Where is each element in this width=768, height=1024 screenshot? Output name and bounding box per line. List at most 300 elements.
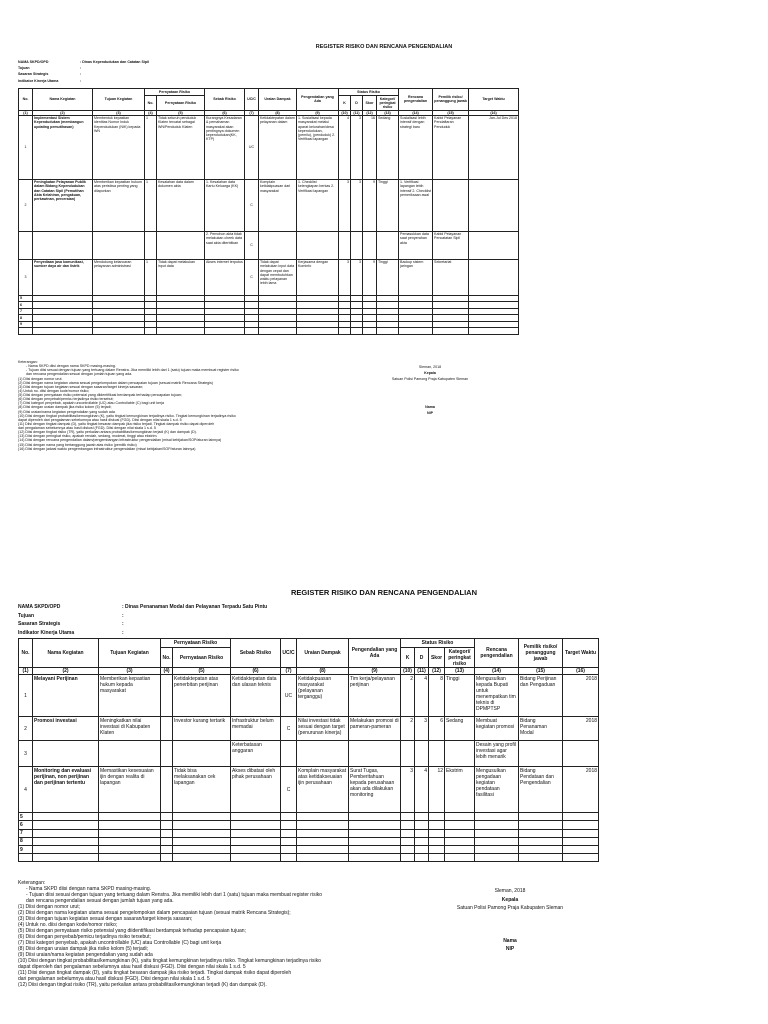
column-number-row (19, 668, 599, 675)
column-number: (3) (99, 668, 161, 675)
table-row (19, 829, 599, 837)
cell-tujuan (99, 837, 161, 845)
column-number: (8) (259, 110, 297, 115)
cell-pengendalian (349, 813, 401, 821)
cell-kategori: Tinggi (445, 675, 475, 717)
table-row (19, 675, 599, 717)
col-d: D (415, 648, 429, 668)
cell-kegiatan (33, 231, 93, 259)
document-meta (18, 604, 267, 638)
column-number: (4) (161, 668, 173, 675)
note-line: (8) Diisi dengan uraian dampak jika risiko kolom (5) terjadi; (18, 405, 112, 410)
cell-k: 2 (401, 675, 415, 717)
cell-no2 (161, 813, 173, 821)
cell-kategori (445, 837, 475, 845)
cell-target: 2018 (563, 675, 599, 717)
cell-kegiatan: Implementasi Sistem Kependudukan (membangun updating pemutihasan) (33, 115, 93, 179)
table-row (19, 179, 519, 231)
cell-target (563, 821, 599, 829)
column-number: (2) (33, 668, 99, 675)
cell-kegiatan: Penyediaan jasa komunikasi, sumber daya air dan listrik (33, 259, 93, 295)
cell-dampak (297, 821, 349, 829)
note-line: (9) Diisi uraian/nama kegiatan pengendalian yang sudah ada (18, 409, 115, 414)
signer-org: Satuan Polisi Pamong Praja Kabupaten Sleman (456, 905, 564, 911)
column-number: (16) (563, 668, 599, 675)
meta-row: Tujuan : (18, 612, 124, 619)
col-no: No. (19, 639, 33, 668)
cell-k (401, 821, 415, 829)
meta-row: Indikator Kinerja Utama : (18, 629, 124, 636)
cell-dampak: Nilai investasi tidak sesuai dengan target (penurunan kinerja) (297, 717, 349, 741)
column-number: (8) (297, 668, 349, 675)
cell-rencana: Pemasukkan data saat penyerahan akta (399, 231, 433, 259)
cell-kegiatan: Promosi investasi (33, 717, 99, 741)
column-number: (7) (281, 668, 297, 675)
cell-skor (429, 821, 445, 829)
column-number: (15) (433, 110, 469, 115)
cell-kategori: Tinggi (377, 179, 399, 231)
cell-tujuan (99, 829, 161, 837)
cell-ucc (281, 821, 297, 829)
note-line: - Nama SKPD diisi dengan nama SKPD masing-masing. (26, 364, 116, 369)
cell-rencana: Membuat kegiatan promosi (475, 717, 519, 741)
cell-pernyataan (173, 741, 231, 767)
column-number: (13) (377, 110, 399, 115)
meta-row: Tujuan : (18, 66, 82, 71)
cell-sebab (231, 821, 281, 829)
col-target: Target Waktu (563, 639, 599, 668)
cell-kegiatan (33, 813, 99, 821)
table-row (19, 717, 599, 741)
cell-tujuan (99, 813, 161, 821)
table-row (19, 821, 599, 829)
cell-target: 2018 (563, 767, 599, 813)
cell-skor (429, 741, 445, 767)
cell-dampak: Ketidakpuasan masyarakat (pelayanan terganggu) (297, 675, 349, 717)
note-line: (3) Diisi dengan tujuan kegiatan sesuai dengan sasaran/target kinerja sasaran; (18, 384, 144, 389)
cell-ucc: C (245, 231, 259, 259)
column-number: (1) (19, 668, 33, 675)
column-number: (6) (231, 668, 281, 675)
cell-pengendalian: 1. Checklist kelengkapan berkas 2. Verifikasi lapangan (297, 179, 339, 231)
cell-sebab: 1. Kesalahan data Kartu Keluarga (KK) (205, 179, 245, 231)
col-k: K (339, 96, 351, 111)
cell-sebab: Kurangnya Kesadaran & pemahaman masyarakat akan pentingnya dokumen kependudukan(KK, KTP) (205, 115, 245, 179)
cell-dampak: Tidak dapat melakukan input data dengan cepat dan dapat membutuhkan waktu pelayanan lebih lama (259, 259, 297, 295)
note-line: (3) Diisi dengan tujuan kegiatan sesuai dengan sasaran/target kinerja sasaran; (18, 916, 193, 922)
cell-ucc: UC (281, 675, 297, 717)
table-row (19, 837, 599, 845)
column-number: (2) (33, 110, 93, 115)
cell-target (469, 259, 519, 295)
cell-target (563, 741, 599, 767)
cell-pernyataan (173, 821, 231, 829)
note-line: (10) Diisi dengan tingkat probabilitas/kemungkinan (K), yaitu tingkat kemungkinan terjadinya risiko. Tingkat kemungkinan terjadinya risiko (18, 413, 236, 418)
cell-d: 3 (351, 115, 363, 179)
cell-tujuan: Meningkatkan nilai investasi di Kabupaten Klaten (99, 717, 161, 741)
col-skor: Skor (363, 96, 377, 111)
cell-pengendalian: Tim kerja/pelayanan perijinan (349, 675, 401, 717)
table-row (19, 328, 519, 335)
cell-ucc: C (245, 259, 259, 295)
cell-tujuan (99, 821, 161, 829)
column-number: (7) (245, 110, 259, 115)
column-number: (11) (351, 110, 363, 115)
cell-k: 2 (401, 717, 415, 741)
cell-no: 9 (19, 321, 33, 328)
cell-no: 3 (19, 741, 33, 767)
cell-no2 (161, 821, 173, 829)
table-row (19, 231, 519, 259)
cell-pernyataan: Investor kurang tertarik (173, 717, 231, 741)
cell-no: 5 (19, 295, 33, 302)
cell-pemilik: Kabid Pelayanan Pendaftaran Penduduk (433, 115, 469, 179)
cell-no: 3 (19, 259, 33, 295)
column-number: (9) (297, 110, 339, 115)
cell-tujuan: Memberikan kepastian hukum kepada masyarakat (99, 675, 161, 717)
cell-sebab (231, 813, 281, 821)
risk-register-table (18, 638, 599, 862)
cell-sebab (231, 845, 281, 853)
signature-block (370, 365, 490, 417)
cell-dampak (297, 837, 349, 845)
cell-skor (363, 231, 377, 259)
cell-sebab: Infrastruktur belum memadai (231, 717, 281, 741)
cell-kategori: Ekstrim (445, 767, 475, 813)
note-line: - Tujuan diisi sesuai dengan tujuan yang tertuang dalam Renstra. Jika memiliki lebih dari 1 (satu) tujuan maka membuat register risiko (26, 368, 239, 373)
col-pemilik: Pemilik risiko/ penanggung jawab (519, 639, 563, 668)
cell-no: 2 (19, 717, 33, 741)
cell-pemilik (433, 179, 469, 231)
cell-skor: 9 (363, 259, 377, 295)
cell-pengendalian: Kerjasama dengan Kominfo (297, 259, 339, 295)
col-target: Target Waktu (469, 89, 519, 111)
cell-rencana (475, 829, 519, 837)
cell-ucc: C (281, 767, 297, 813)
page-title: REGISTER RISIKO DAN RENCANA PENGENDALIAN (315, 44, 453, 50)
cell-dampak: Ketidaktepatan dalam pelayanan dalam (259, 115, 297, 179)
note-line: Keterangan: (18, 360, 38, 364)
cell-d: 3 (415, 717, 429, 741)
col-dampak: Uraian Dampak (297, 639, 349, 668)
cell-no: 5 (19, 813, 33, 821)
cell-no2 (161, 767, 173, 813)
cell-k (401, 829, 415, 837)
column-number: (12) (429, 668, 445, 675)
signer-name: Nama (503, 937, 517, 944)
cell-d: 3 (351, 179, 363, 231)
cell-ucc (281, 845, 297, 853)
cell-kegiatan (33, 829, 99, 837)
cell-pemilik: Sekretariat (433, 259, 469, 295)
cell-target (563, 837, 599, 845)
cell-pengendalian (349, 845, 401, 853)
cell-d (415, 821, 429, 829)
note-line: (11) Diisi dengan tingkat dampak (D), yaitu tingkat besaran dampak jika risiko terjadi. Tingkat dampak risiko dapat diperoleh (18, 421, 215, 426)
cell-pernyataan: Tidak dapat melakukan input data (157, 259, 205, 295)
cell-kategori (445, 845, 475, 853)
cell-dampak (259, 231, 297, 259)
cell-dampak: Komplain ketidakpuasan dari masyarakat (259, 179, 297, 231)
column-number: (11) (415, 668, 429, 675)
cell-rencana: Mengusulkan pengadaan kegiatan pendataan fasilitasi (475, 767, 519, 813)
table-row (19, 767, 599, 813)
col-rencana: Rencana pengendalian (475, 639, 519, 668)
cell-pernyataan: Tidak bisa melaksanakan cek lapangan (173, 767, 231, 813)
note-line: (4) Untuk no. diisi dengan kode/nomor risiko; (18, 388, 90, 393)
cell-k: 3 (339, 259, 351, 295)
cell-k: 3 (401, 767, 415, 813)
place-date: Sleman, 2018 (494, 888, 526, 894)
cell-pemilik (519, 741, 563, 767)
cell-no: 4 (19, 767, 33, 813)
col-pemilik: Pemilik risiko/ penanggung jawab (433, 89, 469, 111)
cell-kategori (377, 231, 399, 259)
meta-row: NAMA SKPD/OPD : Dinas Kependudukan dan Catatan Sipil (18, 60, 150, 64)
col-ucc: UC/C (281, 639, 297, 668)
note-line: - Nama SKPD diisi dengan nama SKPD masing-masing. (26, 886, 152, 892)
cell-dampak: Komplain masyarakat atas ketidakseuaian ijin perusahaan (297, 767, 349, 813)
cell-no2 (161, 845, 173, 853)
note-line: (15) Diisi dengan nama yang bertanggung jawab atas risiko (pemilik risiko) (18, 442, 137, 447)
col-pernyataan: Pernyataan Risiko (157, 96, 205, 111)
cell-pernyataan (157, 231, 205, 259)
cell-d (351, 231, 363, 259)
column-number: (14) (399, 110, 433, 115)
cell-no: 8 (19, 837, 33, 845)
cell-ucc: UC (245, 115, 259, 179)
meta-row: Sasaran Strategis : (18, 72, 82, 77)
cell-pemilik (519, 821, 563, 829)
cell-k: 3 (339, 179, 351, 231)
signer-nip: NIP (505, 946, 515, 952)
cell-pemilik: Bidang Perijinan dan Pengaduan (519, 675, 563, 717)
cell-rencana (475, 845, 519, 853)
cell-no2 (161, 675, 173, 717)
cell-rencana: Sosialisasi lebih intensif dengan strategi baru (399, 115, 433, 179)
cell-skor (429, 837, 445, 845)
cell-no: 7 (19, 308, 33, 315)
cell-skor: 9 (363, 179, 377, 231)
col-no2: No. (145, 96, 157, 111)
cell-ucc: C (245, 179, 259, 231)
cell-rencana: Mengusulkan kepada Bupati untuk menempatkan tim teknis di DPMPTSP (475, 675, 519, 717)
note-line: (14) Diisi dengan rencana pengendalian dalam/pengembangan infrastruktur pengendalian (misal kebijakan/SOP/aturan lainnya) (18, 438, 222, 443)
cell-target (563, 845, 599, 853)
signer-role: Kepala (424, 371, 436, 375)
cell-kategori: Sedang (377, 115, 399, 179)
meta-row: NAMA SKPD/OPD : Dinas Penanaman Modal dan Pelayanan Terpadu Satu Pintu (18, 604, 268, 610)
col-group-pernyataan: Pernyataan Risiko (161, 639, 231, 648)
column-number: (10) (339, 110, 351, 115)
cell-target: 2018 (563, 717, 599, 741)
cell-kegiatan: Peningkatan Pelayanan Publik dalam Bidang Kependudukan dan Catatan Sipil (Pemutihan Akta Kelahiran, pengakuan, perkawinan, perceraian) (33, 179, 93, 231)
cell-rencana: Backup sistem jaringan (399, 259, 433, 295)
cell-ucc: C (281, 717, 297, 741)
cell-sebab: Akses internet terputus (205, 259, 245, 295)
column-number: (5) (173, 668, 231, 675)
cell-pengendalian (297, 231, 339, 259)
cell-pengendalian: Melakukan promosi di pameran-pameran (349, 717, 401, 741)
cell-kategori (445, 813, 475, 821)
cell-pemilik (519, 829, 563, 837)
cell-no2 (161, 829, 173, 837)
signer-role: Kepala (501, 896, 519, 903)
col-kategori: Kategori/ peringkat risiko (377, 96, 399, 111)
cell-dampak (297, 813, 349, 821)
table-row (19, 741, 599, 767)
cell-pemilik (519, 845, 563, 853)
cell-d: 4 (415, 767, 429, 813)
note-line: (5) Diisi dengan pernyataan risiko potensial yang diidentifikasi berdampak terhadap pencapaian tujuan; (18, 393, 182, 397)
cell-rencana: Desain yang profil investasi agar lebih menarik (475, 741, 519, 767)
cell-sebab: Ketidaktepatan data dan ulasan teknis (231, 675, 281, 717)
col-kategori: Kategori/ peringkat risiko (445, 648, 475, 668)
cell-no2 (161, 837, 173, 845)
cell-skor (429, 829, 445, 837)
column-number: (6) (205, 110, 245, 115)
column-number: (9) (349, 668, 401, 675)
cell-no: 6 (19, 821, 33, 829)
cell-rencana (475, 837, 519, 845)
cell-pernyataan (173, 829, 231, 837)
cell-skor: 12 (429, 767, 445, 813)
cell-no (19, 231, 33, 259)
note-line: dan rencana pengendalian sesuai dengan jumlah tujuan yang ada. (26, 372, 133, 377)
cell-pengendalian (349, 741, 401, 767)
cell-pengendalian (349, 837, 401, 845)
cell-target (469, 231, 519, 259)
cell-kegiatan (33, 845, 99, 853)
cell-skor (429, 813, 445, 821)
cell-target (563, 829, 599, 837)
note-line: (1) Diisi dengan nomor urut; (18, 904, 80, 910)
cell-target: Jan-Jul Des 2018 (469, 115, 519, 179)
col-sebab: Sebab Risiko (205, 89, 245, 111)
col-k: K (401, 648, 415, 668)
col-group-pernyataan: Pernyataan Risiko (145, 89, 205, 96)
cell-pengendalian (349, 829, 401, 837)
signer-org: Satuan Polisi Pamong Praja Kabupaten Sleman (391, 377, 469, 381)
cell-kategori (445, 741, 475, 767)
cell-sebab: Akses dibatasi oleh pihak perusahaan (231, 767, 281, 813)
cell-ucc (281, 813, 297, 821)
column-number: (16) (469, 110, 519, 115)
col-no2: No. (161, 648, 173, 668)
cell-k (401, 845, 415, 853)
table-row (19, 854, 599, 862)
cell-pemilik: Bidang Penanaman Modal (519, 717, 563, 741)
cell-pengendalian (349, 821, 401, 829)
column-number: (13) (445, 668, 475, 675)
table-row (19, 845, 599, 853)
col-kegiatan: Nama Kegiatan (33, 639, 99, 668)
cell-no2: 1 (145, 179, 157, 231)
cell-tujuan: Mendukung kelancaran pelayanan administrasi (93, 259, 145, 295)
cell-kategori (445, 829, 475, 837)
note-line: (12) Diisi dengan tingkat risiko (TR), yaitu perkalian antara probabilitas/kemungkinan terjadi (K) dan dampak (D). (18, 982, 267, 988)
note-line: (1) Diisi dengan nomor urut. (18, 376, 63, 381)
signature-block (430, 888, 590, 955)
note-line: (7) Diisi kategori penyebab, apakah uncontrollable (UC) atau Controllable (C) bagi unit kerja (18, 940, 222, 946)
cell-pemilik: Bidang Pendataan dan Pengendalian (519, 767, 563, 813)
document-meta (18, 60, 149, 85)
cell-d (415, 845, 429, 853)
meta-row: Sasaran Strategis : (18, 621, 124, 628)
col-tujuan: Tujuan Kegiatan (93, 89, 145, 111)
col-skor: Skor (429, 648, 445, 668)
table-body (19, 115, 519, 334)
col-pengendalian: Pengendalian yang Ada (297, 89, 339, 111)
cell-dampak (297, 829, 349, 837)
cell-kegiatan: Monitoring dan evaluasi perijinan, non perijinan dan perijinan tertentu (33, 767, 99, 813)
cell-ucc (281, 837, 297, 845)
cell-pemilik (519, 813, 563, 821)
column-number: (3) (93, 110, 145, 115)
cell-pemilik (519, 837, 563, 845)
cell-tujuan: Memastikan kesesuaian ijin dengan realita di lapangan (99, 767, 161, 813)
note-line: (12) Diisi dengan tingkat risiko (TR), yaitu perkalian antara probabilitas/kemungkinan terjadi (K) dan dampak (D). (18, 430, 197, 435)
note-line: (8) Diisi dengan uraian dampak jika risiko kolom (5) terjadi; (18, 946, 149, 952)
note-line: (11) Diisi dengan tingkat dampak (D), yaitu tingkat besaran dampak jika risiko terjadi. Tingkat dampak risiko dapat diperoleh (18, 970, 292, 976)
cell-sebab: Keterbatasan anggaran (231, 741, 281, 767)
column-number: (1) (19, 110, 33, 115)
cell-k: 4 (339, 115, 351, 179)
cell-no: 6 (19, 302, 33, 309)
cell-pernyataan (173, 837, 231, 845)
cell-no: 1 (19, 675, 33, 717)
column-number: (4) (145, 110, 157, 115)
cell-ucc (281, 829, 297, 837)
cell-sebab: 2. Pemohon akta tidak melakukan cheek data saat akta diterbitkan (205, 231, 245, 259)
cell-d (415, 813, 429, 821)
cell-sebab (231, 829, 281, 837)
cell-kategori (445, 821, 475, 829)
col-dampak: Uraian Dampak (259, 89, 297, 111)
cell-no: 2 (19, 179, 33, 231)
cell-dampak (297, 741, 349, 767)
column-number: (12) (363, 110, 377, 115)
cell-skor: 8 (429, 675, 445, 717)
cell-kegiatan (33, 741, 99, 767)
cell-no2 (145, 231, 157, 259)
cell-tujuan (99, 741, 161, 767)
cell-pernyataan: Kesalahan data dalam dokumen akta (157, 179, 205, 231)
cell-kategori: Tinggi (377, 259, 399, 295)
note-line: (2) Diisi dengan nama kegiatan utama sesuai pengelompokan dalam pencapaian tujuan (sesuai matrik Rencana Strategis); (18, 910, 291, 916)
cell-rencana: 1. Verifikasi lapangan lebih intensif 2. Checklist pemeriksaan awal (399, 179, 433, 231)
note-line: dari pengalaman sebelumnya atau hasil diskusi (FGD). Diisi dengan nilai skala 1 s.d. 5 (18, 426, 156, 430)
cell-ucc (281, 741, 297, 767)
col-kegiatan: Nama Kegiatan (33, 89, 93, 111)
col-sebab: Sebab Risiko (231, 639, 281, 668)
cell-no2 (161, 741, 173, 767)
note-line: (2) Diisi dengan nama kegiatan utama sesuai pengelompokan dalam pencapaian tujuan (sesuai matrik Rencana Strategis) (18, 380, 213, 385)
cell-no: 7 (19, 829, 33, 837)
col-no: No. (19, 89, 33, 111)
column-number: (15) (519, 668, 563, 675)
cell-tujuan (93, 231, 145, 259)
cell-tujuan: Memberikan kepastian hukum atas peristiwa penting yang dilaporkan (93, 179, 145, 231)
note-line: (6) Diisi dengan penyebab/pemicu terjadinya risiko tersebut; (18, 934, 151, 940)
cell-skor: 6 (429, 717, 445, 741)
cell-kegiatan (33, 821, 99, 829)
cell-kegiatan (33, 837, 99, 845)
cell-no2: 1 (145, 115, 157, 179)
cell-no: 1 (19, 115, 33, 179)
cell-tujuan: Membentuk kepastian identitas Nomor Induk Kependudukan (NIK) kepada WN (93, 115, 145, 179)
cell-pernyataan (173, 813, 231, 821)
